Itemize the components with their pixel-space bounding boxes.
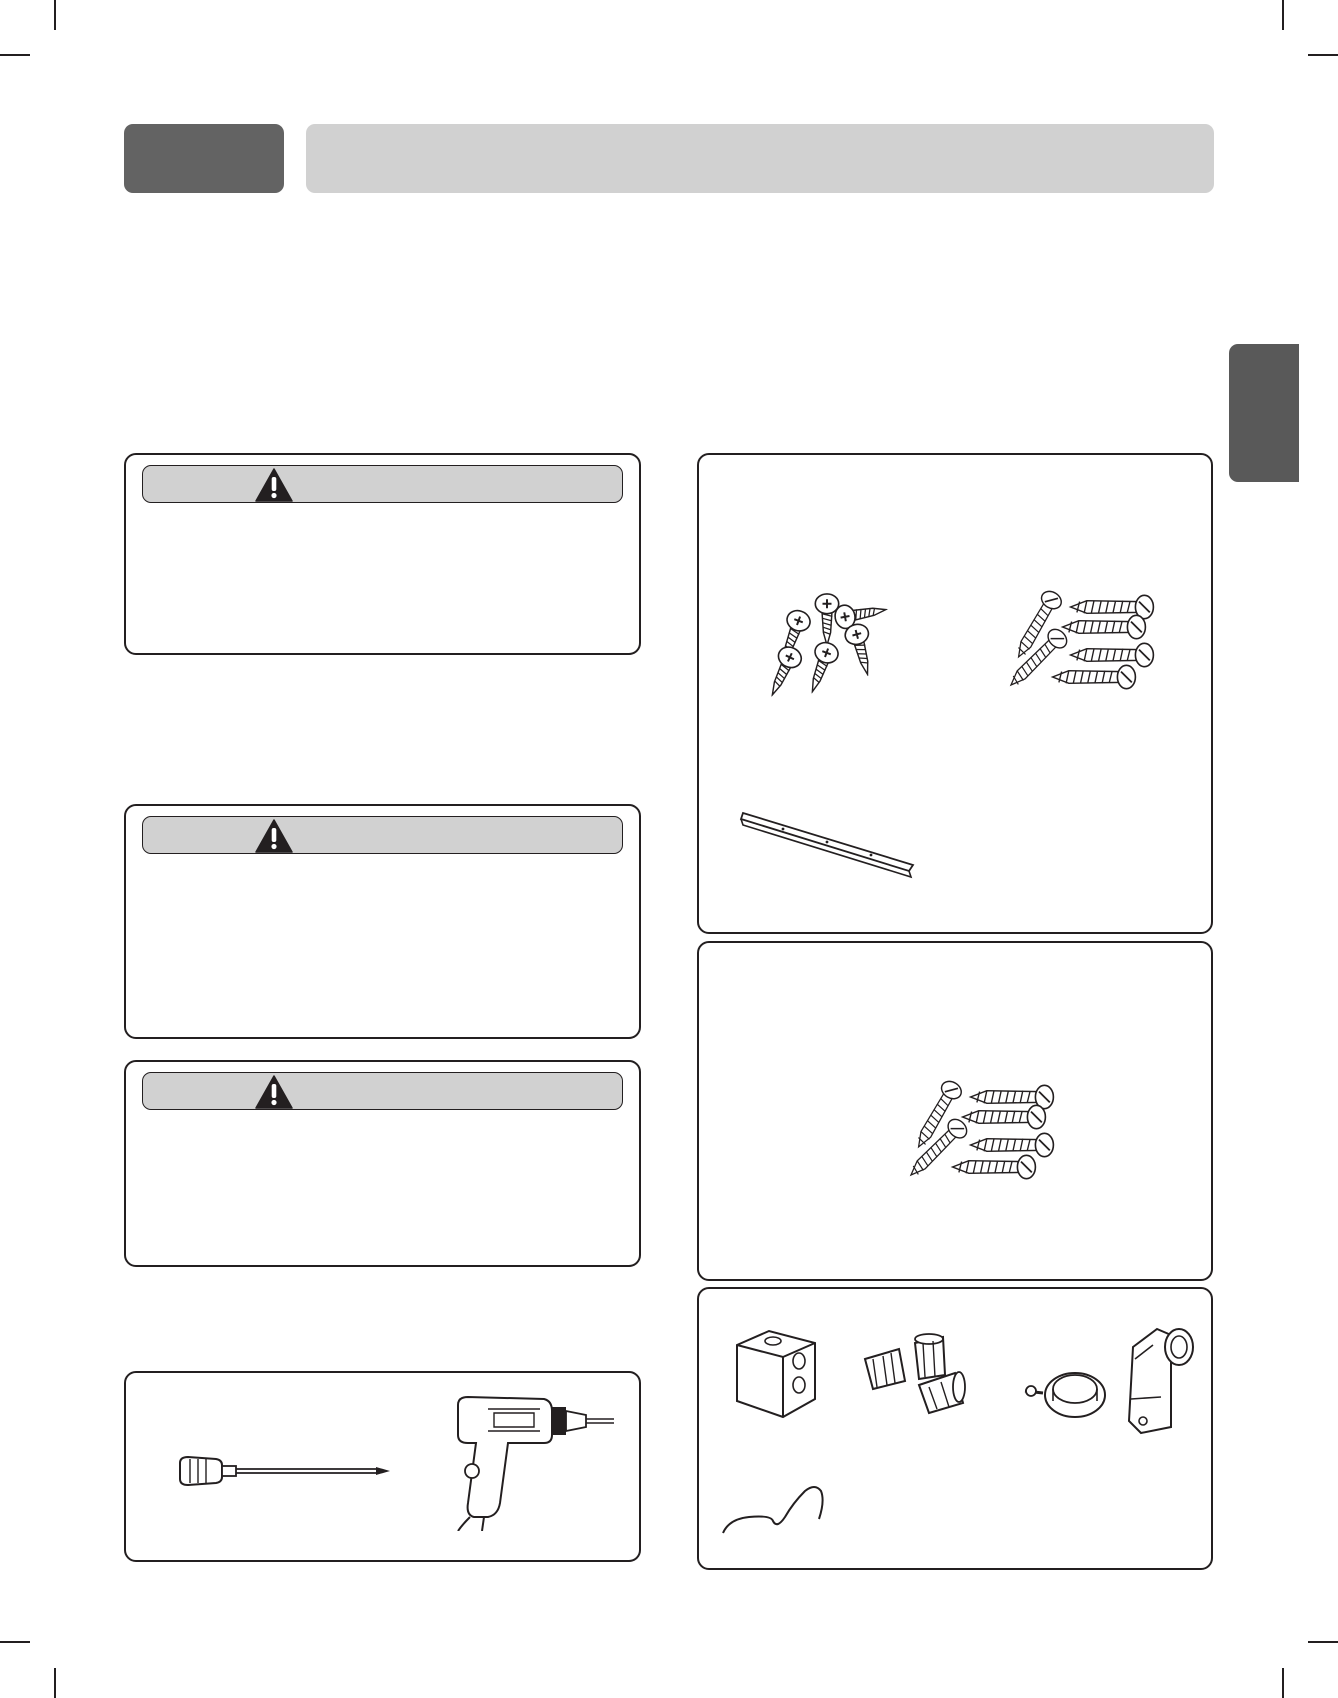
- pan-head-screws-icon: [757, 583, 907, 703]
- section-title-bar: [306, 124, 1214, 193]
- parts-box: [697, 453, 1213, 934]
- crop-mark: [54, 1668, 56, 1698]
- warning-box: [124, 1060, 641, 1267]
- side-language-tab: [1229, 344, 1299, 482]
- section-number-tab: [124, 124, 284, 193]
- warning-header-bar: [142, 1072, 623, 1110]
- tools-box: [124, 1371, 641, 1562]
- warning-triangle-icon: [255, 468, 293, 502]
- long-screws-icon: [899, 1073, 1069, 1193]
- parts-box: [697, 941, 1213, 1281]
- warning-triangle-icon: [255, 819, 293, 853]
- wire-icon: [719, 1479, 829, 1539]
- junction-box-icon: [729, 1325, 825, 1425]
- conduit-connector-icon: [1021, 1309, 1201, 1439]
- long-screws-icon: [999, 583, 1169, 703]
- crop-mark: [1308, 1641, 1338, 1643]
- crop-mark: [1308, 54, 1338, 56]
- parts-box: [697, 1287, 1213, 1570]
- warning-header-bar: [142, 465, 623, 503]
- crop-mark: [1282, 1668, 1284, 1698]
- crop-mark: [0, 1641, 30, 1643]
- warning-header-bar: [142, 816, 623, 854]
- wire-nuts-icon: [859, 1329, 979, 1419]
- crop-mark: [1282, 0, 1284, 30]
- warning-box: [124, 804, 641, 1039]
- warning-box: [124, 453, 641, 655]
- screwdriver-icon: [176, 1453, 396, 1489]
- warning-triangle-icon: [255, 1075, 293, 1109]
- crop-mark: [0, 54, 30, 56]
- mounting-rail-icon: [739, 805, 919, 885]
- crop-mark: [54, 0, 56, 30]
- electric-drill-icon: [448, 1391, 618, 1531]
